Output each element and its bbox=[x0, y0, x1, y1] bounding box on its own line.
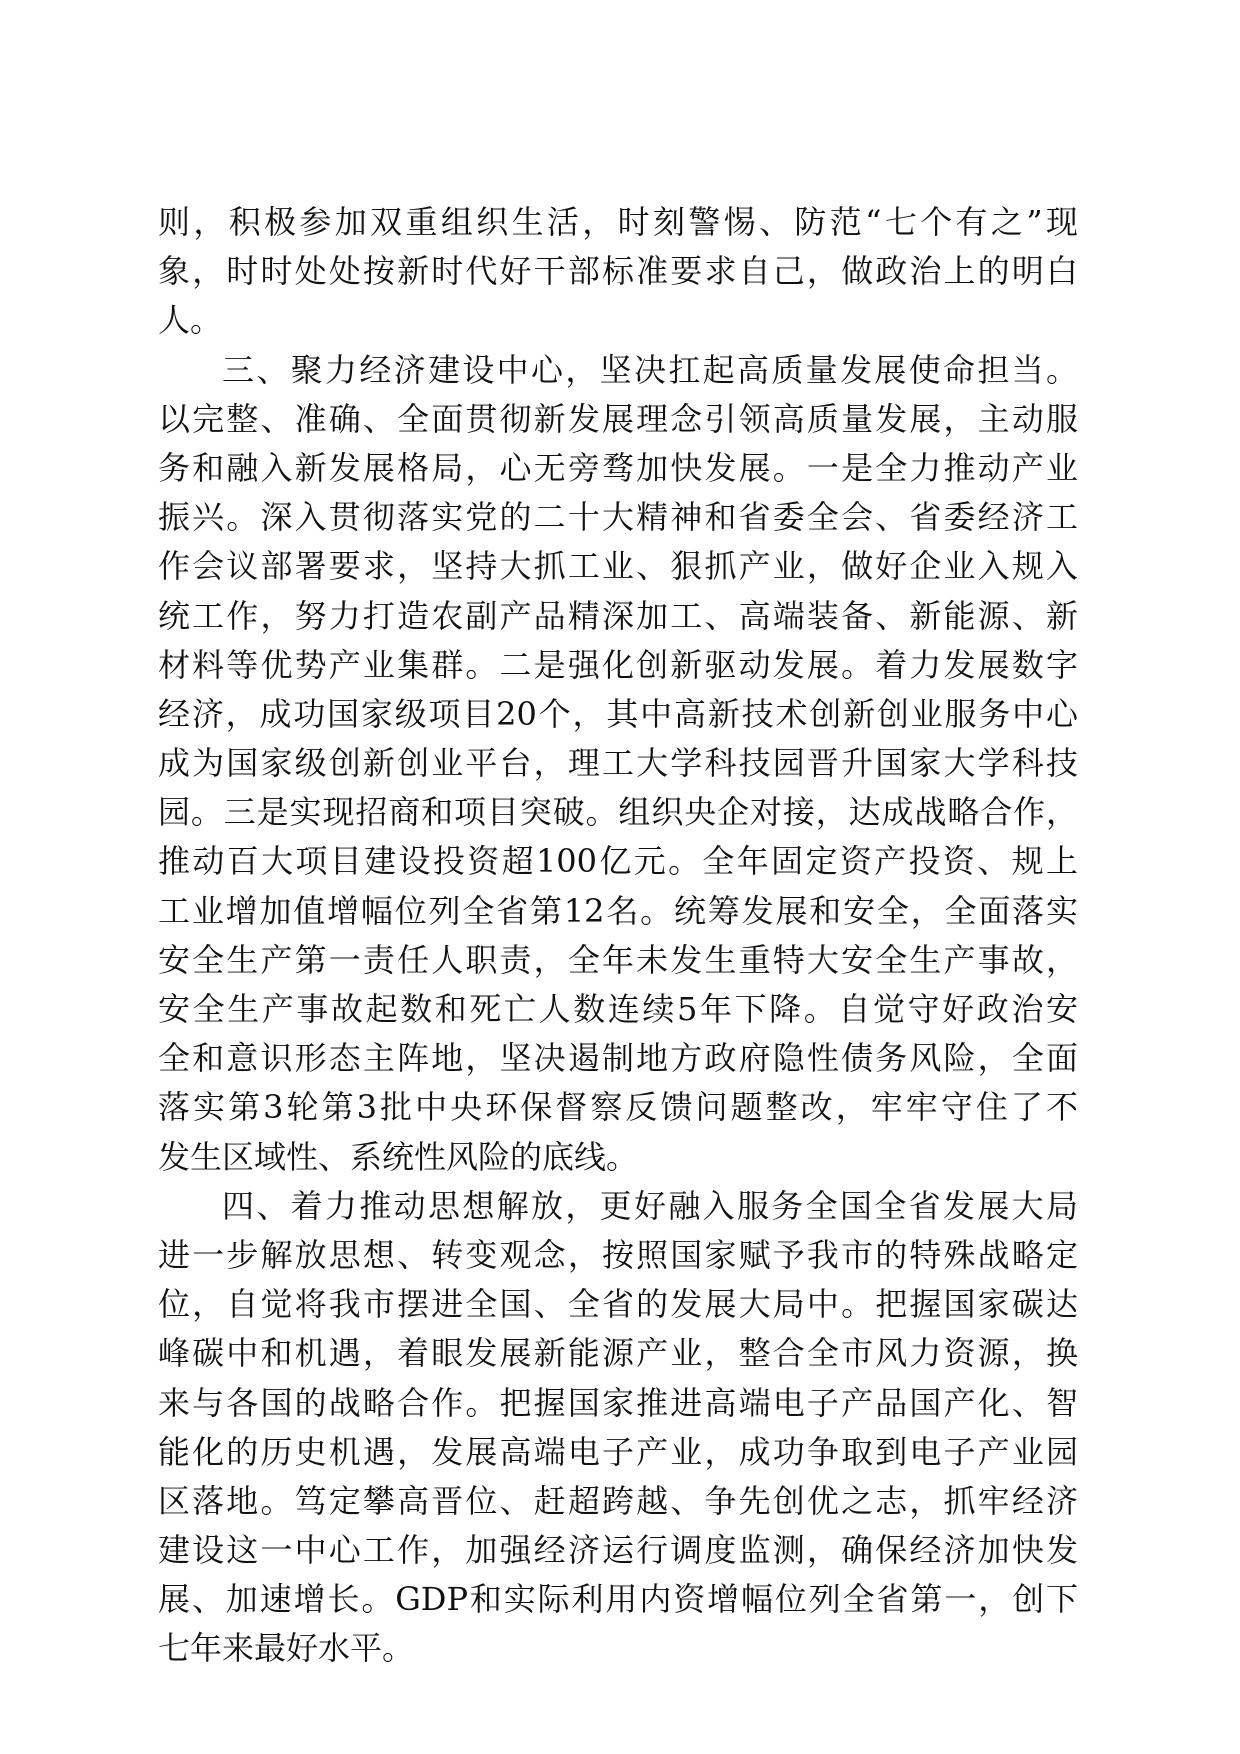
text-line: 成为国家级创新创业平台，理工大学科技园晋升国家大学科技 bbox=[158, 744, 1078, 783]
text-line: 安全生产事故起数和死亡人数连续5年下降。自觉守好政治安 bbox=[158, 990, 1078, 1028]
text-line: 三、聚力经济建设中心，坚决扛起高质量发展使命担当。 bbox=[222, 350, 1078, 389]
text-line: 振兴。深入贯彻落实党的二十大精神和省委全会、省委经济工 bbox=[158, 498, 1078, 537]
text-line: 位，自觉将我市摆进全国、全省的发展大局中。把握国家碳达 bbox=[158, 1285, 1078, 1324]
text-line: 建设这一中心工作，加强经济运行调度监测，确保经济加快发 bbox=[158, 1531, 1078, 1570]
text-line: 峰碳中和机遇，着眼发展新能源产业，整合全市风力资源，换 bbox=[158, 1334, 1078, 1373]
text-line: 七年来最好水平。 bbox=[158, 1629, 415, 1668]
text-line: 能化的历史机遇，发展高端电子产业，成功争取到电子产业园 bbox=[158, 1432, 1078, 1471]
text-line: 工业增加值增幅位列全省第12名。统筹发展和安全，全面落实 bbox=[158, 891, 1078, 930]
text-line: 统工作，努力打造农副产品精深加工、高端装备、新能源、新 bbox=[158, 596, 1078, 635]
text-line: 安全生产第一责任人职责，全年未发生重特大安全生产事故， bbox=[158, 940, 1078, 979]
text-line: 区落地。笃定攀高晋位、赶超跨越、争先创优之志，抓牢经济 bbox=[158, 1481, 1078, 1520]
text-line: 推动百大项目建设投资超100亿元。全年固定资产投资、规上 bbox=[158, 842, 1078, 881]
text-line: 园。三是实现招商和项目突破。组织央企对接，达成战略合作， bbox=[158, 793, 1078, 832]
text-line: 作会议部署要求，坚持大抓工业、狠抓产业，做好企业入规入 bbox=[158, 547, 1078, 586]
text-line: 发生区域性、系统性风险的底线。 bbox=[158, 1137, 639, 1176]
text-line: 展、加速增长。GDP和实际利用内资增幅位列全省第一，创下 bbox=[158, 1580, 1078, 1619]
text-line: 则，积极参加双重组织生活，时刻警惕、防范“七个有之”现 bbox=[158, 203, 1078, 241]
text-line: 人。 bbox=[158, 301, 223, 340]
text-line: 象，时时处处按新时代好干部标准要求自己，做政治上的明白 bbox=[158, 252, 1078, 291]
text-line: 四、着力推动思想解放，更好融入服务全国全省发展大局 bbox=[222, 1186, 1078, 1225]
document-body bbox=[158, 198, 1078, 1674]
text-line: 以完整、准确、全面贯彻新发展理念引领高质量发展，主动服 bbox=[158, 399, 1078, 438]
text-line: 来与各国的战略合作。把握国家推进高端电子产品国产化、智 bbox=[158, 1383, 1078, 1422]
text-line: 进一步解放思想、转变观念，按照国家赋予我市的特殊战略定 bbox=[158, 1235, 1078, 1274]
text-line: 务和融入新发展格局，心无旁骛加快发展。一是全力推动产业 bbox=[158, 448, 1078, 487]
text-line: 经济，成功国家级项目20个，其中高新技术创新创业服务中心 bbox=[158, 694, 1078, 733]
text-line: 落实第3轮第3批中央环保督察反馈问题整改，牢牢守住了不 bbox=[158, 1088, 1078, 1127]
text-line: 全和意识形态主阵地，坚决遏制地方政府隐性债务风险，全面 bbox=[158, 1039, 1078, 1078]
text-line: 材料等优势产业集群。二是强化创新驱动发展。着力发展数字 bbox=[158, 645, 1078, 684]
